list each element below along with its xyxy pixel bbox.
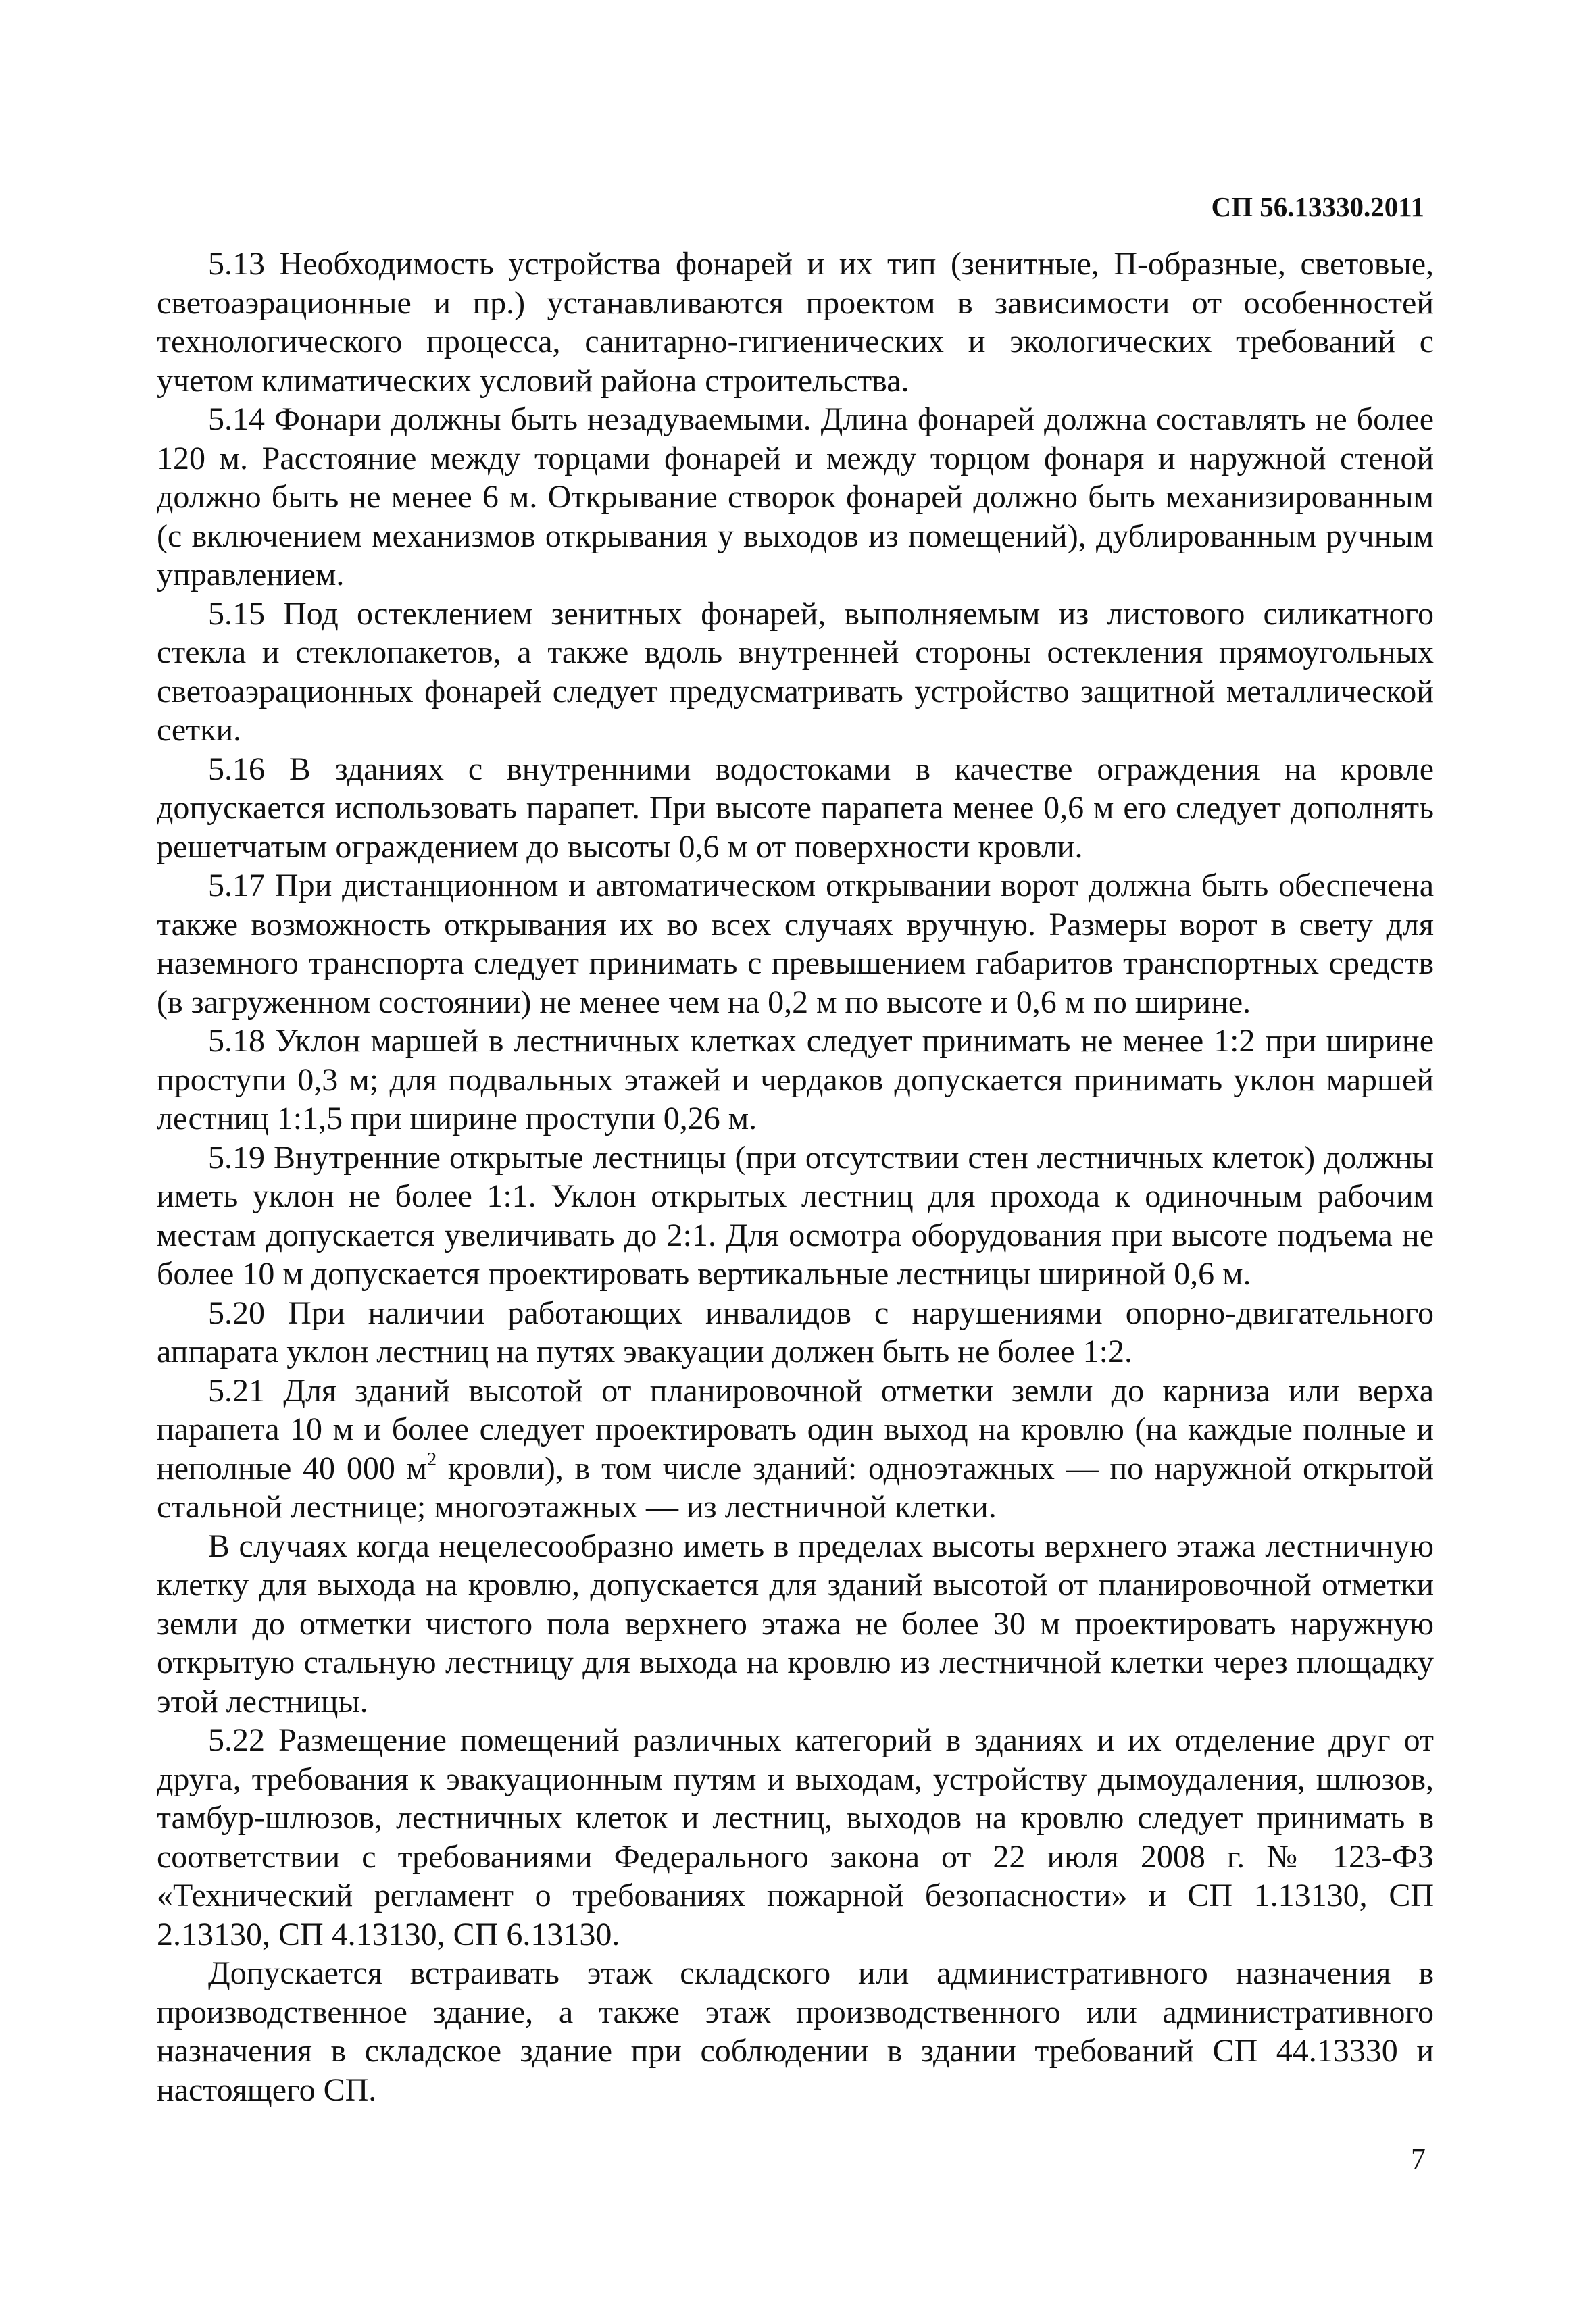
paragraph-5-21-note: В случаях когда нецелесообразно иметь в пределах высоты верхнего этажа лестничную клетку для выхода на кровлю, допускается для зданий высотой от планировочной отметки земли до отметки чистого пола верхнего этажа не более 30 м проектировать наружную открытую стальную лестницу для выхода на кровлю из лестничной клетки через площадку этой лестницы. (157, 1528, 1434, 1719)
paragraph-5-16: 5.16 В зданиях с внутренними водостоками в качестве ограждения на кровле допускается использовать парапет. При высоте парапета менее 0,6 м его следует дополнять решетчатым ограждением до высоты 0,6 м от поверхности кровли. (157, 751, 1434, 865)
paragraph-5-22: 5.22 Размещение помещений различных категорий в зданиях и их отделение друг от друга, требования к эвакуационным путям и выходам, устройству дымоудаления, шлюзов, тамбур-шлюзов, лестничных клеток и лестниц, выходов на кровлю следует принимать в соответствии с требованиями Федерального закона от 22 июля 2008 г. № 123-ФЗ «Технический регламент о требованиях пожарной безопасности» и СП 1.13130, СП 2.13130, СП 4.13130, СП 6.13130. (157, 1722, 1434, 1953)
paragraph-5-20: 5.20 При наличии работающих инвалидов с нарушениями опорно-двигательного аппарата уклон лестниц на путях эвакуации должен быть не более 1:2. (157, 1294, 1434, 1369)
paragraph-5-18: 5.18 Уклон маршей в лестничных клетках следует принимать не менее 1:2 при ширине проступи 0,3 м; для подвальных этажей и чердаков допускается принимать уклон маршей лестниц 1:1,5 при ширине проступи 0,26 м. (157, 1023, 1434, 1136)
paragraph-5-14: 5.14 Фонари должны быть незадуваемыми. Длина фонарей должна составлять не более 120 м. Расстояние между торцами фонарей и между торцом фонаря и наружной стеной должно быть не менее 6 м. Открывание створок фонарей должно быть механизированным (с включением механизмов открывания у выходов из помещений), дублированным ручным управлением. (157, 401, 1434, 593)
paragraph-5-13: 5.13 Необходимость устройства фонарей и их тип (зенитные, П-образные, световые, светоаэрационные и пр.) устанавливаются проектом в зависимости от особенностей технологического процесса, санитарно-гигиенических и экологических требований с учетом климатических условий района строительства. (157, 246, 1434, 399)
paragraph-5-15: 5.15 Под остеклением зенитных фонарей, выполняемым из листового силикатного стекла и стеклопакетов, а также вдоль внутренней стороны остекления прямоугольных светоаэрационных фонарей следует предусматривать устройство защитной металлической сетки. (157, 595, 1434, 748)
document-body (157, 245, 1434, 2109)
paragraph-5-21-text: 5.21 Для зданий высотой от планировочной отметки земли до карниза или верха парапета 10 м и более следует проектировать один выход на кровлю (на каждые полные и неполные 40 000 м (157, 1372, 1434, 1486)
document-code-header: СП 56.13330.2011 (1211, 191, 1424, 222)
paragraph-5-21-text-cont: кровли), в том числе зданий: одноэтажных — по наружной открытой стальной лестнице; многоэтажных — из лестничной клетки. (157, 1450, 1434, 1525)
paragraph-5-19: 5.19 Внутренние открытые лестницы (при отсутствии стен лестничных клеток) должны иметь уклон не более 1:1. Уклон открытых лестниц для прохода к одиночным рабочим местам допускается увеличивать до 2:1. Для осмотра оборудования при высоте подъема не более 10 м допускается проектировать вертикальные лестницы шириной 0,6 м. (157, 1139, 1434, 1292)
paragraph-5-21 (157, 1372, 1434, 1527)
paragraph-5-22-note: Допускается встраивать этаж складского или административного назначения в производственное здание, а также этаж производственного или административного назначения в складское здание при соблюдении в здании требований СП 44.13330 и настоящего СП. (157, 1955, 1434, 2108)
superscript-2: 2 (427, 1449, 437, 1470)
page-number: 7 (1411, 2142, 1426, 2175)
paragraph-5-17: 5.17 При дистанционном и автоматическом открывании ворот должна быть обеспечена также возможность открывания их во всех случаях вручную. Размеры ворот в свету для наземного транспорта следует принимать с превышением габаритов транспортных средств (в загруженном состоянии) не менее чем на 0,2 м по высоте и 0,6 м по ширине. (157, 867, 1434, 1020)
